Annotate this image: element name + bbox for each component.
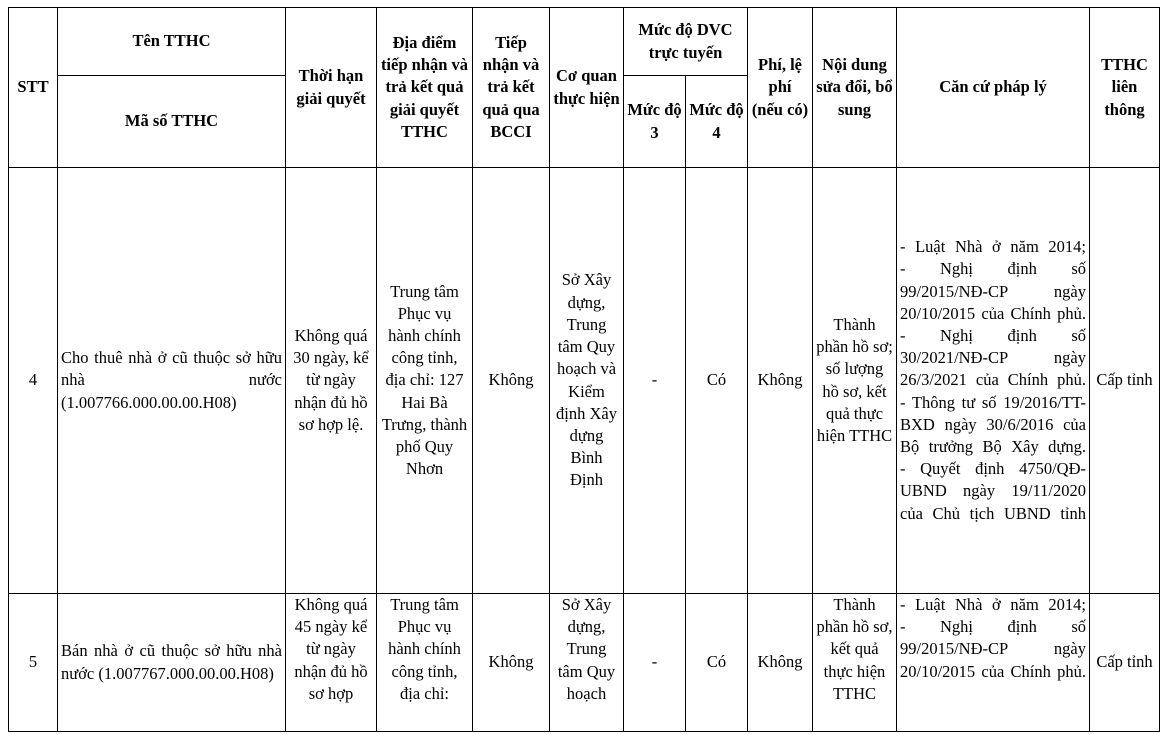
table-row bbox=[9, 168, 1160, 594]
cell-ten-tthc: Bán nhà ở cũ thuộc sở hữu nhà nước (1.007767.000.00.00.H08) bbox=[58, 594, 286, 732]
table-row bbox=[9, 594, 1160, 732]
cell-bcci: Không bbox=[473, 594, 550, 732]
cell-stt: 5 bbox=[9, 594, 58, 732]
cell-thoi-han: Không quá 45 ngày kể từ ngày nhận đủ hồ sơ hợp bbox=[286, 594, 377, 732]
header-lien-thong: TTHC liên thông bbox=[1090, 8, 1160, 168]
cell-noi-dung: Thành phần hồ sơ, kết quả thực hiện TTHC bbox=[813, 594, 897, 732]
cell-co-quan: Sở Xây dựng, Trung tâm Quy hoạch bbox=[550, 594, 624, 732]
cell-phi: Không bbox=[748, 594, 813, 732]
header-can-cu: Căn cứ pháp lý bbox=[897, 8, 1090, 168]
can-cu-item: - Nghị định số 30/2021/NĐ-CP ngày 26/3/2021 của Chính phủ. bbox=[900, 325, 1086, 390]
can-cu-item: - Nghị định số 99/2015/NĐ-CP ngày 20/10/2015 của Chính phủ. bbox=[900, 617, 1086, 681]
can-cu-item: - Luật Nhà ở năm 2014; bbox=[900, 595, 1086, 614]
can-cu-item: - Thông tư số 19/2016/TT-BXD ngày 30/6/2016 của Bộ trưởng Bộ Xây dựng. bbox=[900, 392, 1086, 456]
cell-dia-diem: Trung tâm Phục vụ hành chính công tỉnh, địa chỉ: 127 Hai Bà Trưng, thành phố Quy Nhơn bbox=[377, 168, 473, 594]
cell-noi-dung: Thành phần hồ sơ; số lượng hồ sơ, kết quả thực hiện TTHC bbox=[813, 168, 897, 594]
tthc-table bbox=[8, 7, 1160, 732]
can-cu-item: - Nghị định số 99/2015/NĐ-CP ngày 20/10/2015 của Chính phủ. bbox=[900, 259, 1086, 323]
header-muc-do-3: Mức độ 3 bbox=[624, 76, 686, 168]
header-noi-dung: Nội dung sửa đổi, bổ sung bbox=[813, 8, 897, 168]
cell-muc-do-4: Có bbox=[686, 594, 748, 732]
cell-muc-do-3: - bbox=[624, 594, 686, 732]
can-cu-item: - Luật Nhà ở năm 2014; bbox=[900, 237, 1086, 257]
header-thoi-han: Thời hạn giải quyết bbox=[286, 8, 377, 168]
header-tiep-nhan-bcci: Tiếp nhận và trả kết quả qua BCCI bbox=[473, 8, 550, 168]
header-muc-do-dvc: Mức độ DVC trực tuyến bbox=[624, 8, 748, 76]
header-co-quan: Cơ quan thực hiện bbox=[550, 8, 624, 168]
header-phi-le-phi: Phí, lệ phí (nếu có) bbox=[748, 8, 813, 168]
header-ten-tthc: Tên TTHC bbox=[58, 8, 286, 76]
cell-bcci: Không bbox=[473, 168, 550, 594]
cell-can-cu bbox=[897, 168, 1090, 594]
cell-ten-tthc: Cho thuê nhà ở cũ thuộc sở hữu nhà nước (1.007766.000.00.00.H08) bbox=[58, 168, 286, 594]
cell-stt: 4 bbox=[9, 168, 58, 594]
header-row-1 bbox=[9, 8, 1160, 76]
cell-phi: Không bbox=[748, 168, 813, 594]
can-cu-item: - Quyết định 4750/QĐ-UBND ngày 19/11/2020 của Chủ tịch UBND tỉnh bbox=[900, 459, 1086, 523]
cell-dia-diem: Trung tâm Phục vụ hành chính công tỉnh, địa chỉ: bbox=[377, 594, 473, 732]
cell-muc-do-3: - bbox=[624, 168, 686, 594]
cell-co-quan: Sở Xây dựng, Trung tâm Quy hoạch và Kiểm định Xây dựng Bình Định bbox=[550, 168, 624, 594]
cell-lien-thong: Cấp tỉnh bbox=[1090, 168, 1160, 594]
cell-can-cu bbox=[897, 594, 1090, 732]
cell-thoi-han: Không quá 30 ngày, kể từ ngày nhận đủ hồ sơ hợp lệ. bbox=[286, 168, 377, 594]
cell-muc-do-4: Có bbox=[686, 168, 748, 594]
header-muc-do-4: Mức độ 4 bbox=[686, 76, 748, 168]
cell-lien-thong: Cấp tỉnh bbox=[1090, 594, 1160, 732]
header-dia-diem: Địa điểm tiếp nhận và trả kết quả giải quyết TTHC bbox=[377, 8, 473, 168]
header-ma-so-tthc: Mã số TTHC bbox=[58, 76, 286, 168]
header-stt: STT bbox=[9, 8, 58, 168]
